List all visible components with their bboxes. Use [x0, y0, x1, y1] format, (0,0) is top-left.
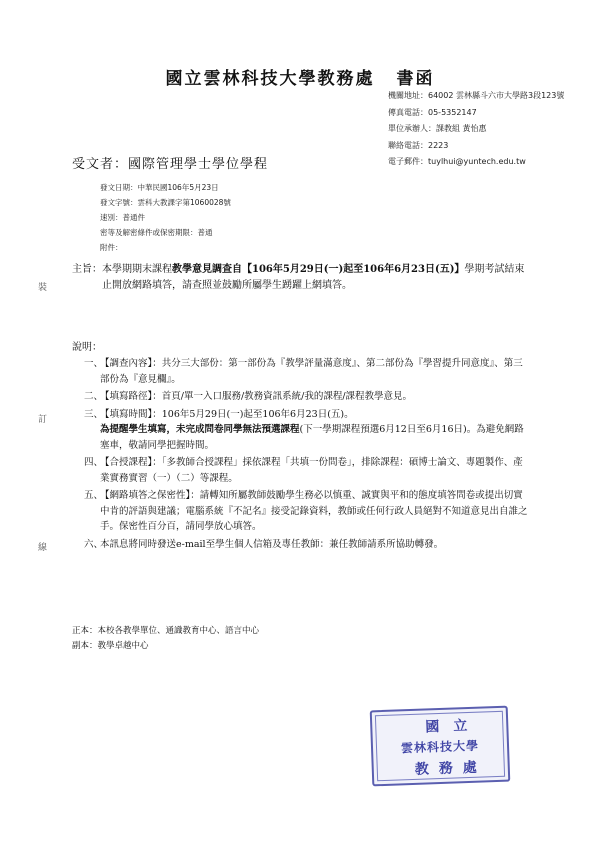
item-number: 三、 — [84, 408, 104, 420]
item-number: 二、 — [84, 391, 104, 402]
contact-fax: 傳真電話：05-5352147 — [388, 107, 477, 117]
item-text: 【調查內容】：共分三大部份：第一部份為『教學評量滿意度』、第二部份為『學習提升同意度』、第三部份為『意見欄』。 — [100, 358, 523, 385]
item-number: 一、 — [84, 358, 104, 369]
issue-date: 發文日期：中華民國106年5月23日 — [100, 183, 219, 192]
subject-label: 主旨： — [72, 264, 102, 275]
issuing-office: 國立雲林科技大學教務處 — [165, 69, 375, 89]
description-item-5 — [84, 488, 530, 535]
document-type: 書函 — [396, 69, 435, 89]
subject — [72, 262, 534, 294]
item-text-bold: 為提醒學生填寫，未完成問卷同學無法預選課程 — [100, 424, 300, 435]
contact-address: 機關地址：64002 雲林縣斗六市大學路3段123號 — [388, 91, 565, 100]
item-text-continued: (下一學期課程預選6月12日至6月16日)。為避免網路塞車，敬請同學把握時間。 — [100, 424, 524, 451]
description-item-2 — [84, 389, 530, 405]
document-meta — [100, 180, 231, 255]
binding-mark-xian: 線 — [38, 543, 48, 553]
description-label: 說明： — [72, 342, 102, 353]
item-number: 五、 — [84, 490, 104, 501]
subject-text-post: 學期考試結束止開放網路填答，請查照並鼓勵所屬學生踴躍上網填答。 — [102, 264, 525, 291]
binding-mark-ding: 訂 — [38, 415, 48, 425]
contact-handler: 單位承辦人：課教組 黃怡惠 — [388, 124, 487, 133]
delivery-speed: 速別：普通件 — [100, 213, 145, 222]
attachments: 附件： — [100, 243, 123, 252]
item-number: 四、 — [84, 457, 104, 468]
description-item-1 — [84, 356, 530, 387]
distribution-list — [72, 624, 259, 654]
item-text: 【填寫時間】：106年5月29日(一)起至106年6月23日(五)。 — [100, 408, 354, 420]
recipient: 受文者：國際管理學士學位學程 — [72, 157, 269, 172]
document-number: 發文字號：雲科大教課字第1060028號 — [100, 198, 231, 207]
item-text: 【網路填答之保密性】：請轉知所屬教師鼓勵學生務必以慎重、誠實與平和的態度填答問卷或提出切實中肯的評語與建議；電腦系統『不記名』接受記錄資料，教師或任何行政人員絕對不知道意見出自誰之手。保密性百分百，請同學放心填答。 — [100, 490, 528, 532]
document-title — [0, 64, 600, 89]
original-recipients: 正本：本校各教學單位、通識教育中心、語言中心 — [72, 626, 260, 636]
stamp-line-2: 雲林科技大學 — [400, 738, 480, 756]
subject-body — [102, 262, 534, 294]
subject-text-pre: 本學期期末課程 — [102, 264, 172, 275]
contact-phone: 聯絡電話：2223 — [388, 140, 449, 150]
description-item-3 — [84, 407, 530, 454]
description-item-6 — [84, 537, 530, 553]
item-text: 本訊息將同時發送e-mail至學生個人信箱及專任教師：兼任教師請系所協助轉發。 — [100, 538, 444, 550]
contact-info — [388, 88, 564, 171]
subject-text-bold: 教學意見調查自【106年5月29日(一)起至106年6月23日(五)】 — [172, 264, 465, 275]
official-seal-stamp — [370, 706, 511, 787]
copy-recipients: 副本：教學卓越中心 — [72, 641, 149, 651]
binding-mark-zhuang: 裝 — [38, 283, 48, 293]
item-text: 【合授課程】：「多教師合授課程」採依課程「共填一份問卷」，排除課程：碩博士論文、專題製作、產業實務實習（一）（二）等課程。 — [100, 457, 523, 484]
stamp-line-3: 教務處 — [414, 759, 488, 778]
description-item-4 — [84, 455, 530, 486]
stamp-line-1: 國立 — [425, 717, 482, 736]
confidentiality: 密等及解密條件或保密期限：普通 — [100, 228, 213, 237]
contact-email: 電子郵件：tuylhui@yuntech.edu.tw — [388, 157, 526, 166]
item-text: 【填寫路徑】：首頁/單一入口服務/教務資訊系統/我的課程/課程教學意見。 — [100, 391, 413, 402]
description-items — [84, 356, 530, 554]
item-number: 六、 — [84, 538, 104, 550]
